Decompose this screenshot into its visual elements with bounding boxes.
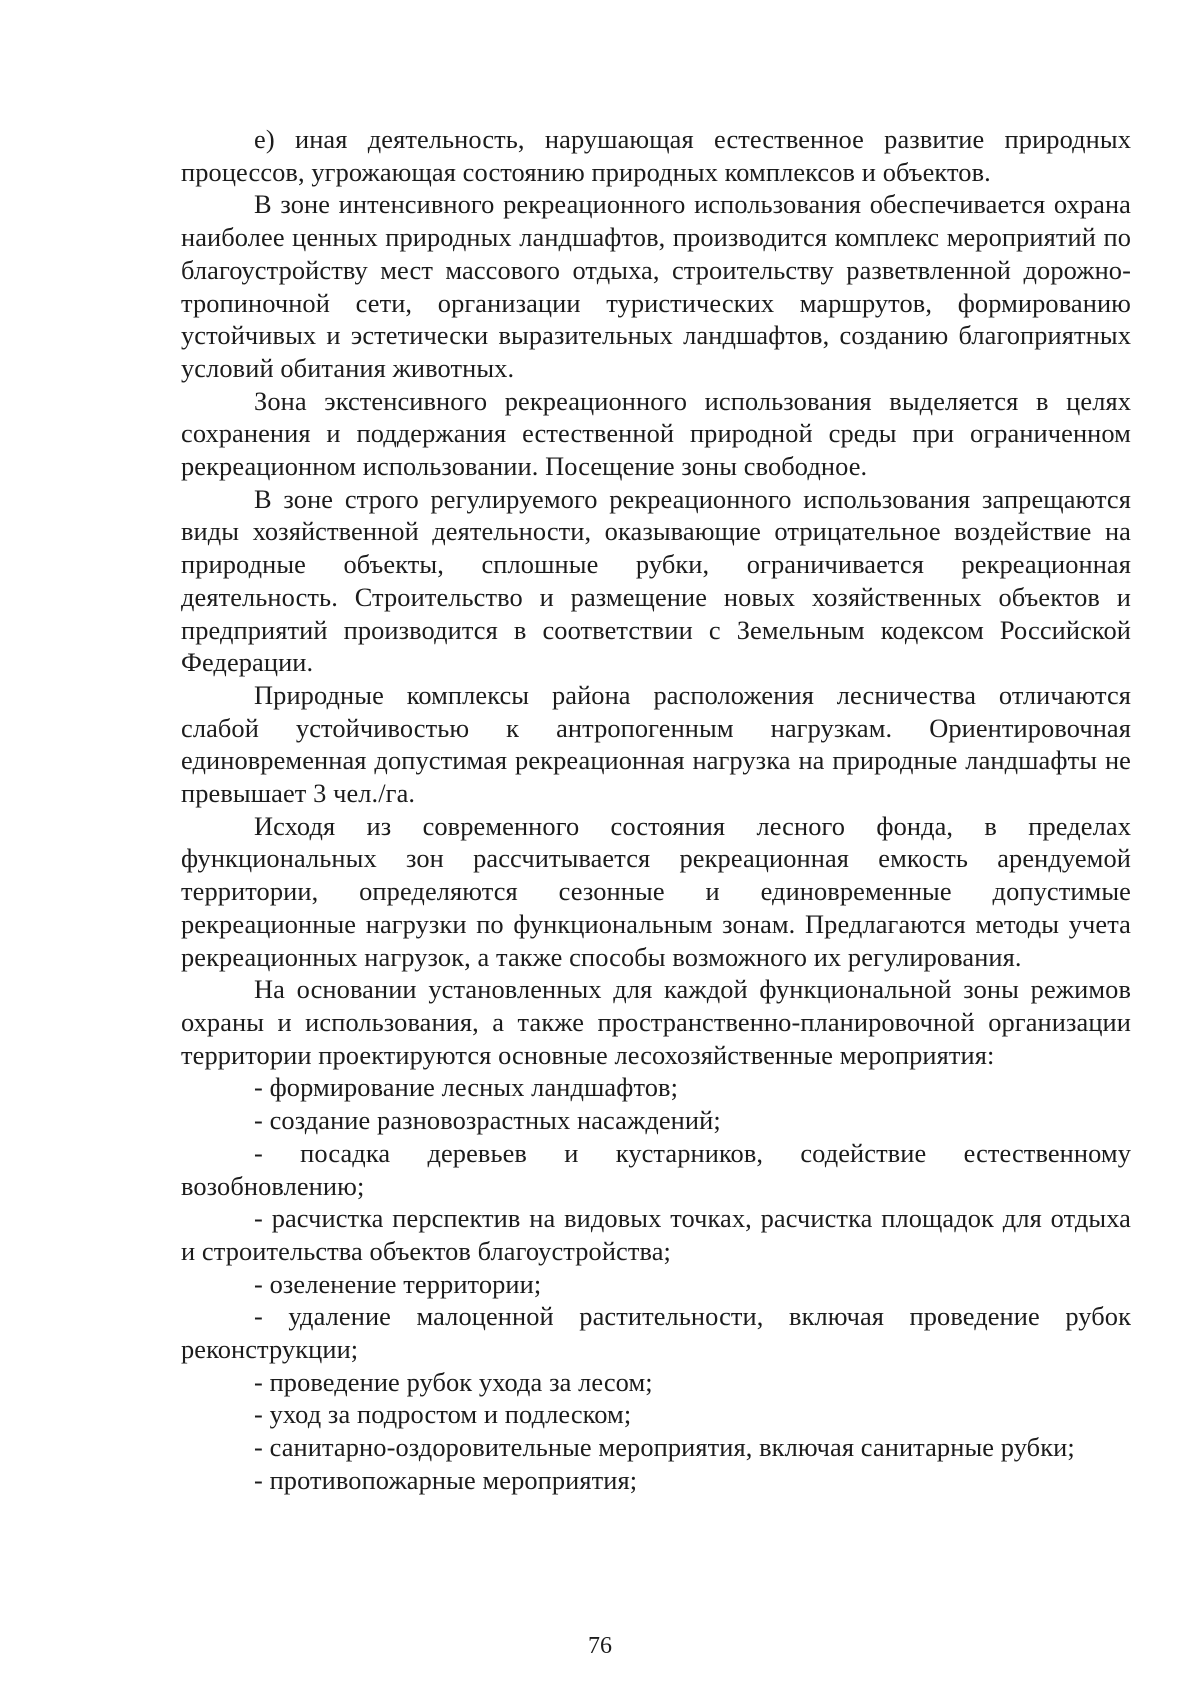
list-item: - удаление малоценной растительности, включая проведение рубок реконструкции; — [181, 1301, 1131, 1365]
list-item: - санитарно-оздоровительные мероприятия, включая санитарные рубки; — [254, 1432, 1075, 1463]
paragraph-regulated-zone: В зоне строго регулируемого рекреационного использования запрещаются виды хозяйственной деятельности, оказывающие отрицательное воздействие на природные объекты, сплошные рубки, ограничивается рекреационная деятельность. Строительство и размещение новых хозяйственных объектов и предприятий производится в соответствии с Земельным кодексом Российской Федерации. — [181, 483, 1131, 678]
paragraph-item-e: е) иная деятельность, нарушающая естественное развитие природных процессов, угрожающая состоянию природных комплексов и объектов. — [181, 124, 1131, 187]
list-item: - посадка деревьев и кустарников, содействие естественному возобновлению; — [181, 1137, 1131, 1201]
paragraph-extensive-zone: Зона экстенсивного рекреационного использования выделяется в целях сохранения и поддержания естественной природной среды при ограниченном рекреационном использовании. Посещение зоны свободное. — [181, 385, 1131, 482]
document-body — [181, 123, 1131, 1497]
paragraph-measures-intro: На основании установленных для каждой функциональной зоны режимов охраны и использования, а также пространственно-планировочной организации территории проектируются основные лесохозяйственные мероприятия: — [181, 974, 1131, 1070]
paragraph-natural-complexes: Природные комплексы района расположения лесничества отличаются слабой устойчивостью к антропогенным нагрузкам. Ориентировочная единовременная допустимая рекреационная нагрузка на природные ландшафты не превышает 3 чел./га. — [181, 679, 1131, 809]
list-item: - расчистка перспектив на видовых точках, расчистка площадок для отдыха и строительства объектов благоустройства; — [181, 1203, 1131, 1266]
paragraph-forest-state: Исходя из современного состояния лесного фонда, в пределах функциональных зон рассчитывается рекреационная емкость арендуемой территории, определяются сезонные и единовременные допустимые рекреационные нагрузки по функциональным зонам. Предлагаются методы учета рекреационных нагрузок, а также способы возможного их регулирования. — [181, 810, 1131, 972]
page-number: 76 — [588, 1633, 612, 1659]
paragraph-intensive-zone: В зоне интенсивного рекреационного использования обеспечивается охрана наиболее ценных природных ландшафтов, производится комплекс мероприятий по благоустройству мест массового отдыха, строительству разветвленной дорожно-тропиночной сети, организации туристических маршрутов, формированию устойчивых и эстетически выразительных ландшафтов, созданию благоприятных условий обитания животных. — [181, 189, 1131, 383]
list-item: - уход за подростом и подлеском; — [254, 1399, 632, 1430]
list-item: - создание разновозрастных насаждений; — [254, 1105, 721, 1136]
list-item: - формирование лесных ландшафтов; — [254, 1072, 679, 1103]
list-item: - озеленение территории; — [254, 1268, 542, 1299]
list-item: - противопожарные мероприятия; — [254, 1464, 638, 1495]
list-item: - проведение рубок ухода за лесом; — [254, 1366, 653, 1397]
